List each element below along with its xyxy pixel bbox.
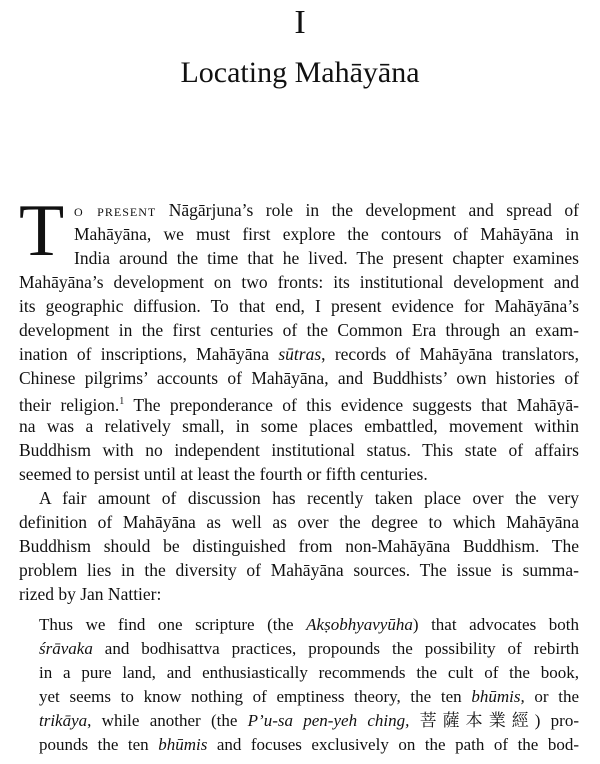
text-line: rized by Jan Nattier: <box>19 584 162 604</box>
text-span: 菩薩本業經) pro- <box>409 711 579 730</box>
chapter-number: I <box>294 4 306 41</box>
text-span: their religion. <box>19 394 120 415</box>
quote-line <box>39 709 579 733</box>
drop-cap: T <box>19 190 65 272</box>
chapter-title: Locating Mahāyāna <box>180 56 420 89</box>
italic-term: trikāya <box>39 711 88 730</box>
footnote-marker[interactable]: 1 <box>119 396 125 407</box>
text-line <box>19 342 579 366</box>
italic-term: śrāvaka <box>39 639 93 658</box>
text-span: ination of inscriptions, Mahāyāna <box>19 344 279 364</box>
text-span: yet seems to know nothing of emptiness theory, the ten <box>39 687 472 706</box>
italic-term: P’u-sa pen-yeh ching, <box>247 711 410 730</box>
text-span: Thus we find one scripture (the <box>39 615 307 634</box>
text-span: , while another (the <box>87 711 248 730</box>
text-span: The preponderance of this evidence suggests that Mahāyā- <box>124 394 579 415</box>
text-line: Mahāyāna, we must first explore the contours of Mahāyāna in <box>74 224 579 244</box>
body-text <box>19 190 579 606</box>
text-line <box>19 198 579 222</box>
text-line <box>19 390 579 414</box>
italic-term: bhūmis, <box>471 687 525 706</box>
text-line: Buddhism should be distinguished from non-Mahāyāna Buddhism. The <box>19 536 579 556</box>
text-span: and bodhisattva practices, propounds the possibility of rebirth <box>92 639 579 658</box>
italic-term: bhūmis <box>158 735 208 754</box>
italic-term: sūtras <box>278 344 322 364</box>
text-line: problem lies in the diversity of Mahāyāna sources. The issue is summa- <box>19 560 579 580</box>
text-span: pounds the ten <box>39 735 159 754</box>
block-quote <box>39 613 579 757</box>
text-line: Mahāyāna’s development on two fronts: its institutional development and <box>19 272 579 292</box>
quote-line: in a pure land, and enthusiastically recommends the cult of the book, <box>39 663 579 682</box>
text-line: Buddhism with no independent institutional status. This state of affairs <box>19 440 579 460</box>
text-line: definition of Mahāyāna as well as over the degree to which Mahāyāna <box>19 512 579 532</box>
text-line: na was a relatively small, in some places embattled, movement within <box>19 416 579 436</box>
text-line: Chinese pilgrims’ accounts of Mahāyāna, and Buddhists’ own histories of <box>19 368 579 388</box>
quote-line <box>39 685 579 709</box>
quote-line <box>39 733 579 757</box>
text-line: seemed to persist until at least the fourth or fifth centuries. <box>19 464 428 484</box>
text-span: Nāgārjuna’s role in the development and spread of <box>156 200 579 220</box>
text-span: or the <box>524 687 579 706</box>
text-span: , records of Mahāyāna translators, <box>321 344 579 364</box>
text-span: and focuses exclusively on the path of the bod- <box>207 735 580 754</box>
text-line: India around the time that he lived. The present chapter examines <box>74 248 579 268</box>
text-span: ) that advocates both <box>412 615 579 634</box>
italic-term: Akṣobhyavyūha <box>306 615 413 634</box>
quote-line <box>39 613 579 637</box>
text-line: development in the first centuries of the Common Era through an exam- <box>19 320 579 340</box>
opening-smallcaps: o present <box>74 200 157 220</box>
text-line: its geographic diffusion. To that end, I present evidence for Mahāyāna’s <box>19 296 579 316</box>
quote-line <box>39 637 579 661</box>
text-line: A fair amount of discussion has recently taken place over the very <box>39 488 579 508</box>
